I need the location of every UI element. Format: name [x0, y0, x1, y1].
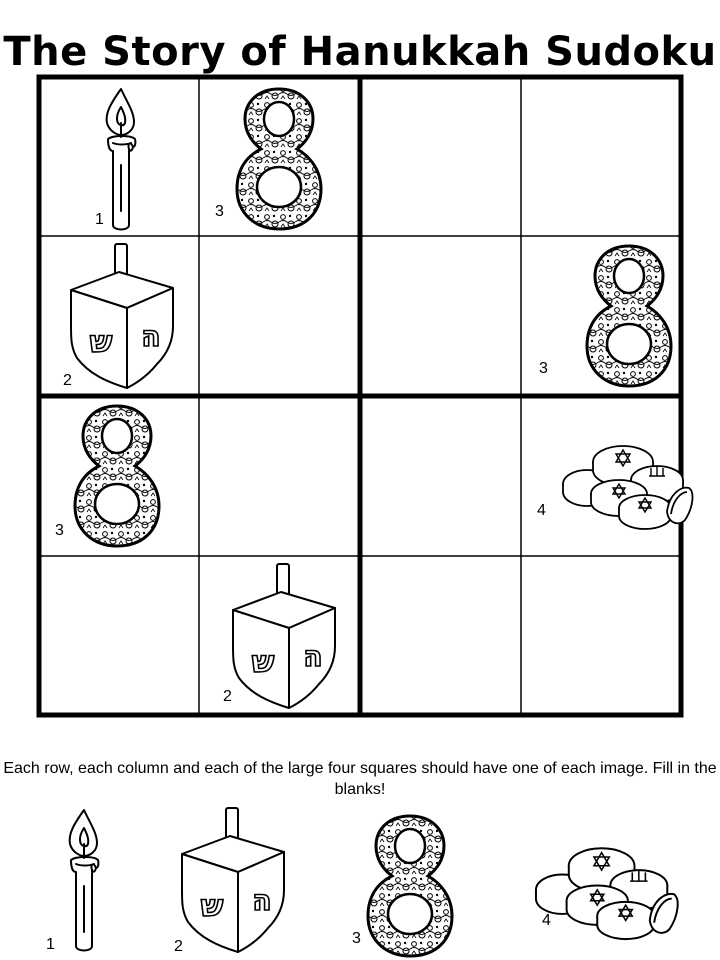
cell-number: 1: [95, 211, 104, 228]
number-eight-icon: [69, 402, 165, 550]
cell-r4-c1[interactable]: [39, 556, 199, 715]
legend-number: 3: [352, 930, 361, 947]
legend-item-eight: [348, 806, 458, 958]
cell-r2-c3[interactable]: [360, 236, 521, 396]
instructions-text: Each row, each column and each of the large four squares should have one of each image. Fill in the blanks!: [3, 760, 717, 798]
dreidel-icon: [225, 562, 343, 712]
legend-item-dreidel: [166, 806, 296, 958]
cell-r2-c1[interactable]: [39, 236, 199, 396]
legend-number: 2: [174, 938, 183, 955]
cell-r1-c3[interactable]: [360, 77, 521, 236]
cell-number: 2: [63, 372, 72, 389]
legend-item-candle: [40, 806, 120, 958]
cell-number: 3: [539, 360, 548, 377]
cell-r3-c4[interactable]: [521, 396, 681, 556]
cell-number: 3: [55, 522, 64, 539]
number-eight-icon: [362, 812, 458, 960]
cell-r3-c1[interactable]: [39, 396, 199, 556]
legend-number: 4: [542, 912, 551, 929]
legend-item-gelt: [526, 822, 686, 942]
cell-r4-c3[interactable]: [360, 556, 521, 715]
sudoku-grid: [36, 74, 684, 718]
candle-icon: [54, 806, 114, 954]
cell-r4-c2[interactable]: [199, 556, 360, 715]
cell-r1-c1[interactable]: [39, 77, 199, 236]
legend-number: 1: [46, 936, 55, 953]
cell-r2-c4[interactable]: [521, 236, 681, 396]
number-eight-icon: [581, 242, 677, 390]
dreidel-icon: [174, 806, 292, 956]
cell-r4-c4[interactable]: [521, 556, 681, 715]
number-eight-icon: [231, 85, 327, 233]
cell-r1-c4[interactable]: [521, 77, 681, 236]
cell-r1-c2[interactable]: [199, 77, 360, 236]
cell-number: 3: [215, 203, 224, 220]
cell-number: 2: [223, 688, 232, 705]
gelt-coins-icon: [530, 822, 682, 938]
dreidel-icon: [63, 242, 181, 392]
cell-r2-c2[interactable]: [199, 236, 360, 396]
cell-number: 4: [537, 502, 546, 519]
gelt-coins-icon: [559, 422, 695, 528]
cell-r3-c2[interactable]: [199, 396, 360, 556]
cell-r3-c3[interactable]: [360, 396, 521, 556]
page-title: The Story of Hanukkah Sudoku: [3, 28, 717, 75]
